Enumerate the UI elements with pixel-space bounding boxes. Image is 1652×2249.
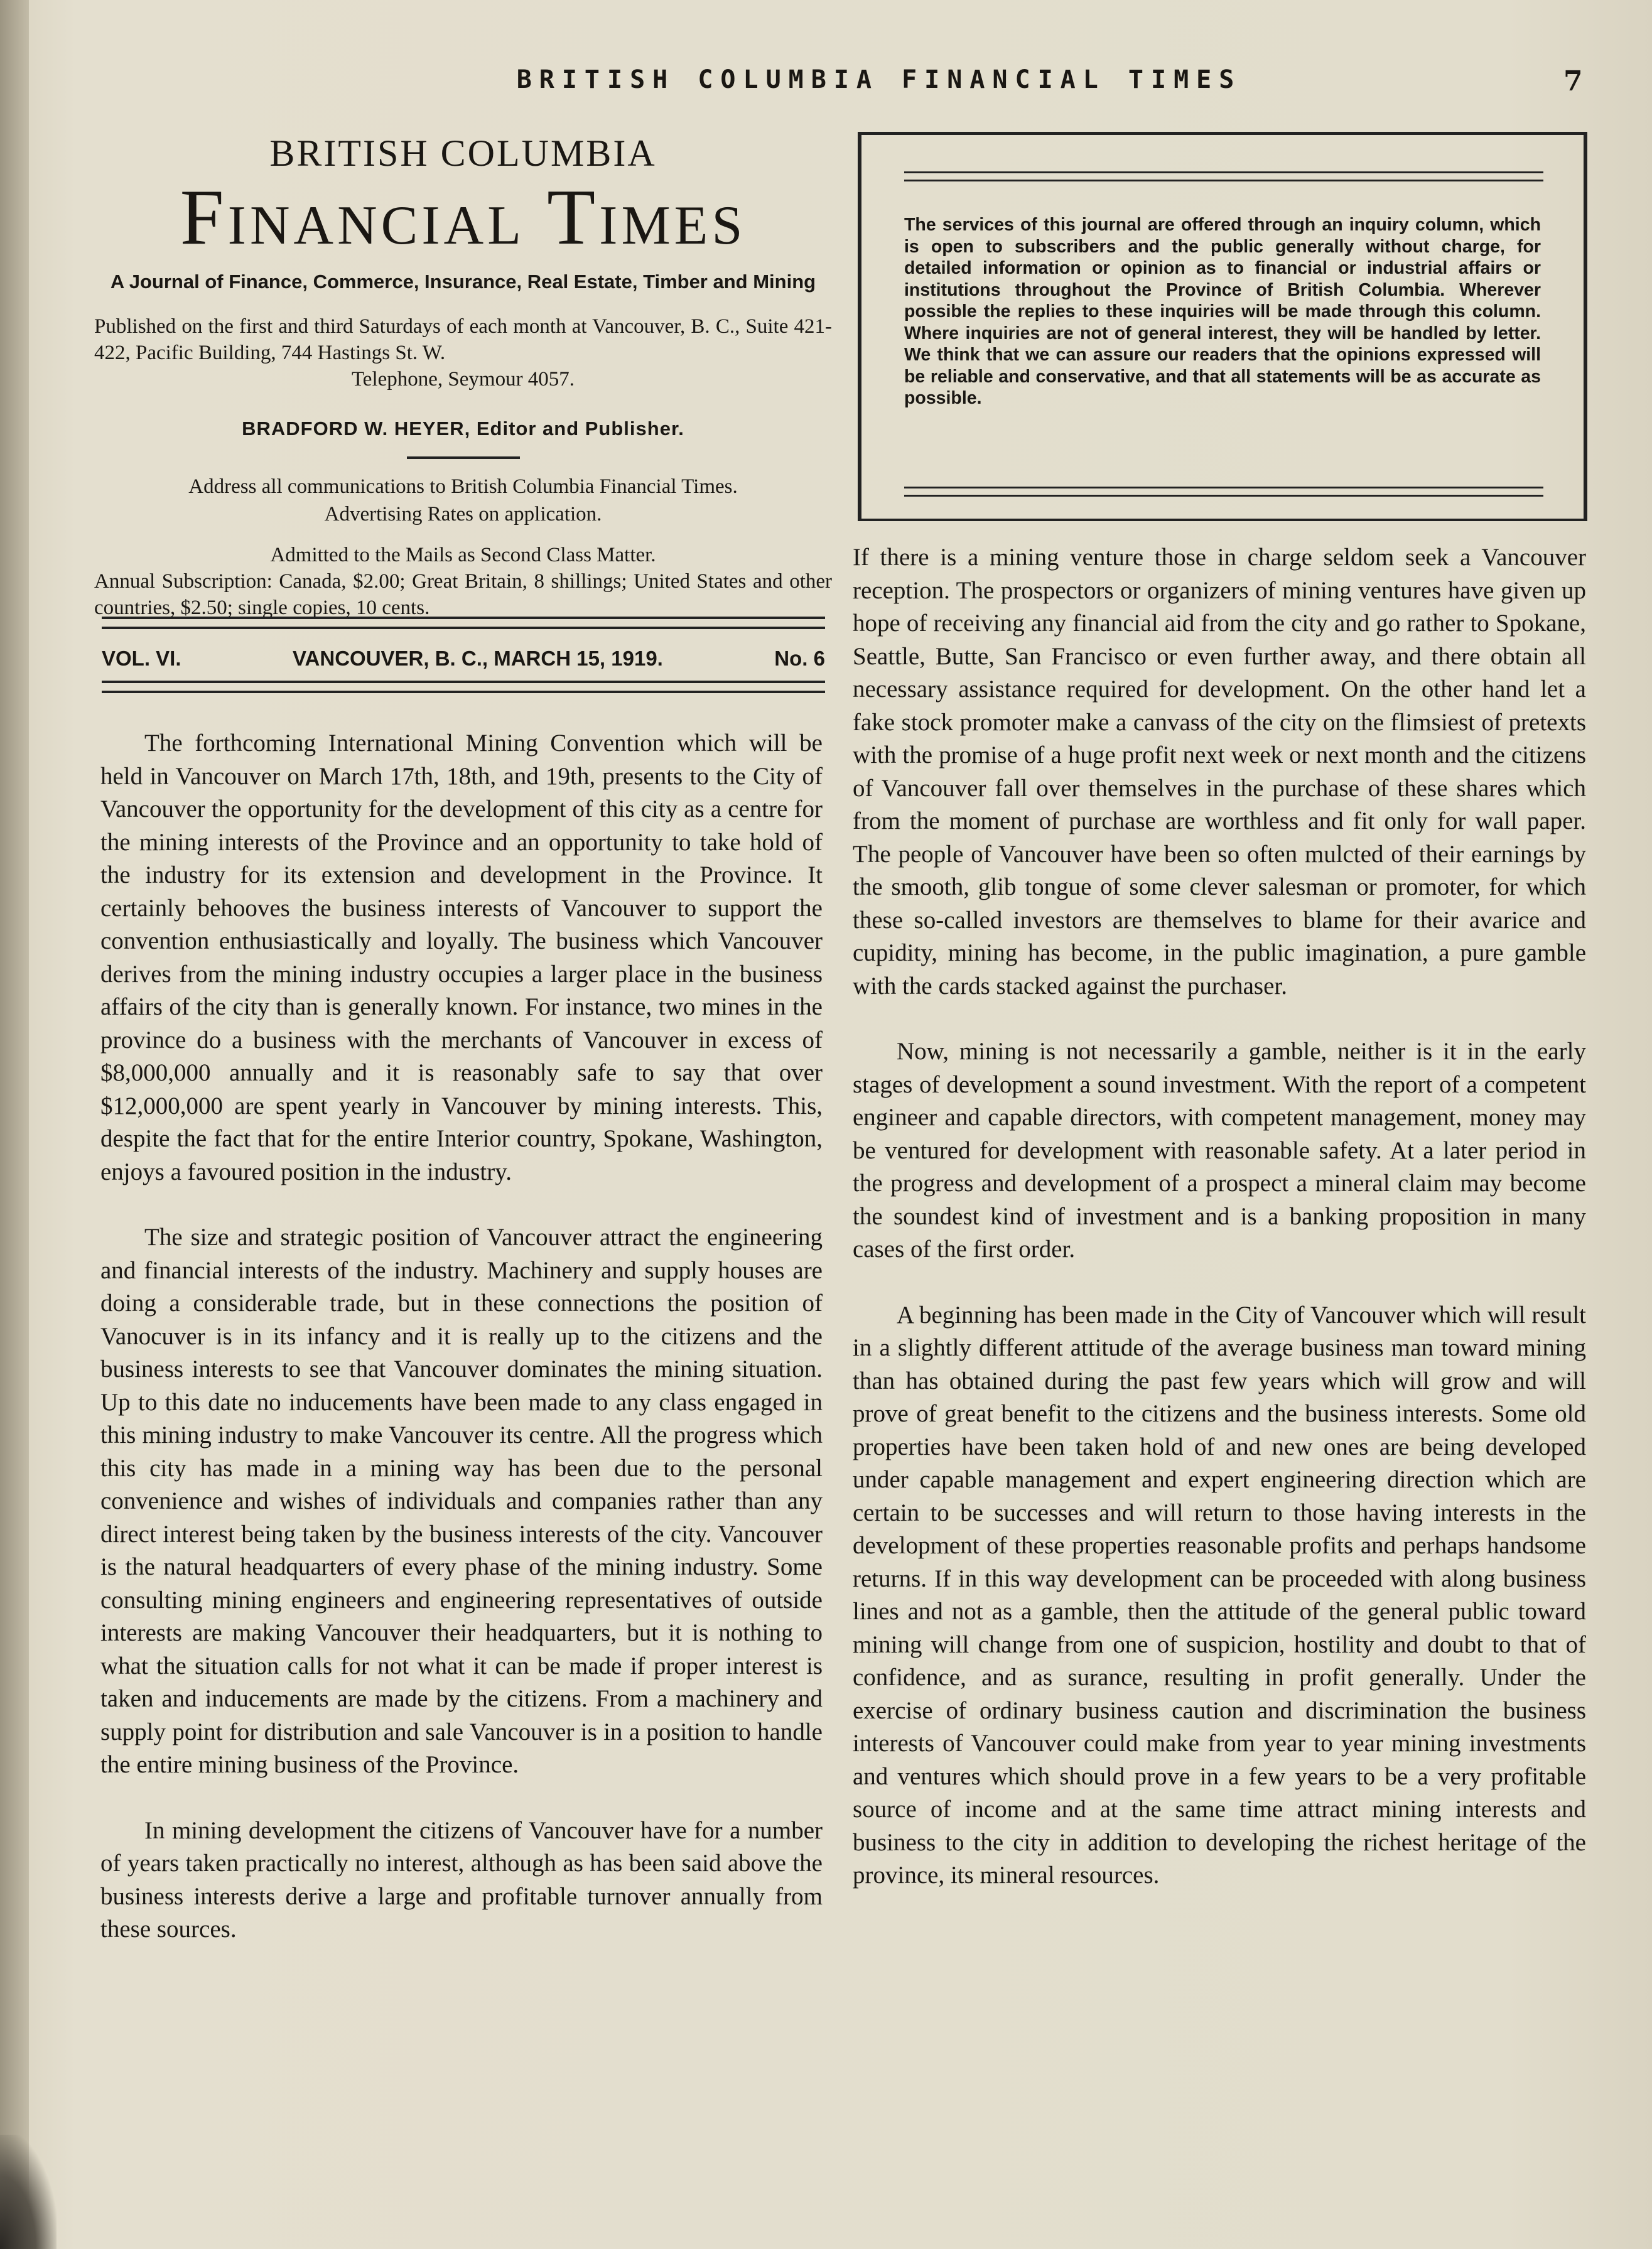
address-line: Address all communications to British Columbia Financial Times. bbox=[188, 475, 738, 499]
page-number: 7 bbox=[1563, 65, 1583, 97]
left-column-article bbox=[100, 727, 823, 1979]
notice-double-rule-bottom bbox=[904, 487, 1543, 497]
masthead-top-line: BRITISH COLUMBIA bbox=[269, 132, 657, 174]
masthead-subtitle: A Journal of Finance, Commerce, Insurance, Real Estate, Timber and Mining bbox=[110, 271, 816, 293]
notice-double-rule-top bbox=[904, 171, 1543, 181]
masthead-double-rule-bottom bbox=[102, 681, 825, 693]
masthead-title: Financial Times bbox=[180, 174, 747, 261]
left-paragraph-2: The size and strategic position of Vancouver attract the engineering and financial interests of the industry. Machinery and supply houses are doing a considerable trade, but in these connections the position of Vanocuver is in its infancy and it is really up to the citizens and the business interests to see that Vancouver dominates the mining situation. Up to this date no inducements have been made to any class engaged in this mining industry to make Vancouver its centre. All the progress which this city has made in a mining way has been due to the personal convenience and wishes of individuals and companies rather than any direct interest being taken by the business interests of the city. Vancouver is the natural headquarters of every phase of the mining industry. Some consulting mining engineers and engineering representatives of outside interests are making Vancouver their headquarters, but it is nothing to what the situation calls for not what it can be made if proper interest is taken and inducements are made by the citizens. From a machinery and supply point for distribution and sale Vancouver is in a position to handle the entire mining business of the Province. bbox=[100, 1224, 823, 1778]
right-paragraph-1: If there is a mining venture those in charge seldom seek a Vancouver reception. The prospectors or organizers of mining ventures have given up hope of receiving any financial aid from the city and go rather to Spokane, Seattle, Butte, San Francisco or even further away, and there obtain all necessary assistance required for development. On the other hand let a fake stock promoter make a canvass of the city on the flimsiest of pretexts with the promise of a huge profit next week or next month and the citizens of Vancouver fall over themselves in the purchase of these shares which from the moment of purchase are worthless and fit only for wall paper. The people of Vancouver have been so often mulcted of their earnings by the smooth, glib tongue of some clever salesman or promoter, for which these so-called investors are themselves to blame for their avarice and cupidity, mining has become, in the public imagination, a pure gamble with the cards stacked against the purchaser. bbox=[853, 544, 1586, 1000]
issue-line bbox=[102, 647, 825, 671]
telephone-info: Telephone, Seymour 4057. bbox=[351, 368, 575, 391]
short-rule bbox=[407, 456, 520, 459]
running-head: BRITISH COLUMBIA FINANCIAL TIMES bbox=[516, 65, 1242, 94]
masthead bbox=[94, 132, 832, 621]
issue-place-date: VANCOUVER, B. C., MARCH 15, 1919. bbox=[292, 647, 663, 670]
advertising-line: Advertising Rates on application. bbox=[324, 503, 602, 526]
volume-label: VOL. VI. bbox=[102, 647, 181, 670]
left-paragraph-3: In mining development the citizens of Vancouver have for a number of years taken practically no interest, although as has been said above the business interests derive a large and profitable turnover annually from these sources. bbox=[100, 1816, 823, 1943]
left-paragraph-1: The forthcoming International Mining Convention which will be held in Vancouver on March 17th, 18th, and 19th, presents to the City of Vancouver the opportunity for the development of this city as a centre for the mining interests of the Province and an opportunity to take hold of the industry for its extension and development in the Province. It certainly behooves the business interests of Vancouver to support the convention enthusiastically and loyally. The business which Vancouver derives from the mining industry occupies a larger place in the business affairs of the city than is generally known. For instance, two mines in the province do a business with the merchants of Vancouver in excess of $8,000,000 annually and it is reasonably safe to say that over $12,000,000 are spent yearly in Vancouver by mining interests. This, despite the fact that for the entire Interior country, Spokane, Washington, enjoys a favoured position in the industry. bbox=[100, 730, 823, 1185]
right-paragraph-2: Now, mining is not necessarily a gamble, neither is it in the early stages of development a sound investment. With the report of a competent engineer and capable directors, with competent management, money may be ventured for development with reasonable safety. At a later period in the progress and development of a prospect a mineral claim may become the soundest kind of investment and is a banking proposition in many cases of the first order. bbox=[853, 1038, 1586, 1263]
right-column-article bbox=[853, 541, 1586, 1925]
inquiry-notice-box bbox=[858, 132, 1587, 521]
issue-number: No. 6 bbox=[774, 647, 825, 670]
right-paragraph-3: A beginning has been made in the City of Vancouver which will result in a slightly different attitude of the average business man toward mining than has obtained during the past few years which will grow and will prove of great benefit to the citizens and the business interests. Some old properties have been taken hold of and new ones are being developed under capable management and expert engineering direction which are certain to be successes and will return to those having interests in the development of these properties reasonable profits and perhaps handsome returns. If in this way development can be proceeded with along business lines and not as a gamble, then the attitude of the general public toward mining will change from one of suspicion, hostility and doubt to that of confidence, and as surance, resulting in profit generally. Under the exercise of ordinary business caution and discrimination the business interests of Vancouver could make from year to year mining investments and ventures which should prove in a few years to be a very profitable source of income and at the same time attract mining interests and business to the city in addition to developing the richest heritage of the province, its mineral resources. bbox=[853, 1301, 1586, 1889]
publication-info: Published on the first and third Saturdays of each month at Vancouver, B. C., Suite 421-422, Pacific Building, 744 Hastings St. W. bbox=[94, 315, 832, 365]
inquiry-notice-text: The services of this journal are offered through an inquiry column, which is open to subscribers and the public generally without charge, for detailed information or opinion as to financial or industrial affairs or institutions throughout the Province of British Columbia. Wherever possible the replies to these inquiries will be made through this column. Where inquiries are not of general interest, they will be handled by letter. We think that we can assure our readers that the opinions expressed will be reliable and conservative, and that all statements will be as accurate as possible. bbox=[904, 215, 1541, 408]
admitted-line: Admitted to the Mails as Second Class Matter. bbox=[270, 544, 656, 567]
page-corner-shadow bbox=[0, 2135, 57, 2249]
editor-line: BRADFORD W. HEYER, Editor and Publisher. bbox=[242, 418, 684, 440]
page-binding-shadow bbox=[0, 0, 29, 2249]
subscription-line: Annual Subscription: Canada, $2.00; Great Britain, 8 shillings; United States and other countries, $2.50; single copies, 10 cents. bbox=[94, 570, 832, 620]
masthead-double-rule-top bbox=[102, 617, 825, 629]
